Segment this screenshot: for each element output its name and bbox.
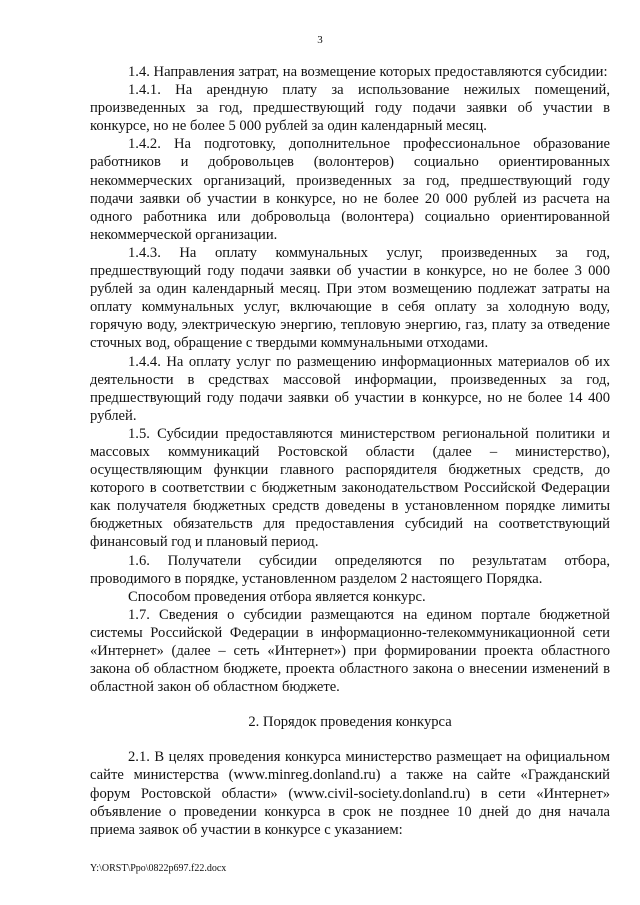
footer-file-path: Y:\ORST\Ppo\0822p697.f22.docx: [90, 863, 227, 874]
page-number: 3: [317, 34, 323, 46]
paragraph-1-7: 1.7. Сведения о субсидии размещаются на едином портале бюджетной системы Российской Федерации в информационно-телекоммуникационной сети «Интернет» (далее – сеть «Интернет») при формировании проекта областного закона об областном бюджете, проекта областного закона о внесении изменений в областной закон об областном бюджете.: [90, 606, 610, 696]
paragraph-1-4-1: 1.4.1. На арендную плату за использование нежилых помещений, произведенных за год, предшествующий году подачи заявки об участии в конкурсе, но не более 5 000 рублей за один календарный месяц.: [90, 82, 610, 135]
paragraph-1-5: 1.5. Субсидии предоставляются министерством региональной политики и массовых коммуникаций Ростовской области (далее – министерство), осуществляющим функции главного распорядителя бюджетных средств, до которого в соответствии с бюджетным законодательством Российской Федерации как получателя бюджетных средств доведены в установленном порядке лимиты бюджетных обязательств для предоставления субсидий на соответствующий финансовый год и плановый период.: [90, 425, 610, 551]
paragraph-2-1: 2.1. В целях проведения конкурса министерство размещает на официальном сайте министерства (www.minreg.donland.ru) а также на сайте «Гражданский форум Ростовской области» (www.civil-society.donland.ru) в сети «Интернет» объявление о проведении конкурса в срок не позднее 10 дней до дня начала приема заявок об участии в конкурсе с указанием:: [90, 749, 610, 838]
paragraph-1-6: 1.6. Получатели субсидии определяются по результатам отбора, проводимого в порядке, установленном разделом 2 настоящего Порядка.: [90, 552, 610, 587]
paragraph-1-4-3: 1.4.3. На оплату коммунальных услуг, произведенных за год, предшествующий году подачи заявки об участии в конкурсе, но не более 3 000 рублей за один календарный месяц. При этом возмещению подлежат затраты на оплату коммунальных услуг, включающие в себя оплату за холодную воду, горячую воду, электрическую энергию, тепловую энергию, газ, плату за отведение сточных вод, обращение с твердыми коммунальными отходами.: [90, 244, 610, 352]
section-heading: 2. Порядок проведения конкурса: [248, 714, 452, 731]
paragraph-1-4-4: 1.4.4. На оплату услуг по размещению информационных материалов об их деятельности в средствах массовой информации, произведенных за год, предшествующий году подачи заявки об участии в конкурсе, но не более 14 400 рублей.: [90, 353, 610, 424]
paragraph-1-4-2: 1.4.2. На подготовку, дополнительное профессиональное образование работников и добровольцев (волонтеров) социально ориентированных некоммерческих организаций, произведенных за год, предшествующий году подачи заявки об участии в конкурсе, но не более 20 000 рублей из расчета на одного работника или добровольца (волонтера) социально ориентированной некоммерческой организации.: [90, 136, 610, 243]
paragraph-selection-method: Способом проведения отбора является конкурс.: [128, 588, 426, 605]
paragraph-1-4: 1.4. Направления затрат, на возмещение которых предоставляются субсидии:: [128, 64, 608, 80]
document-body: [90, 63, 610, 839]
